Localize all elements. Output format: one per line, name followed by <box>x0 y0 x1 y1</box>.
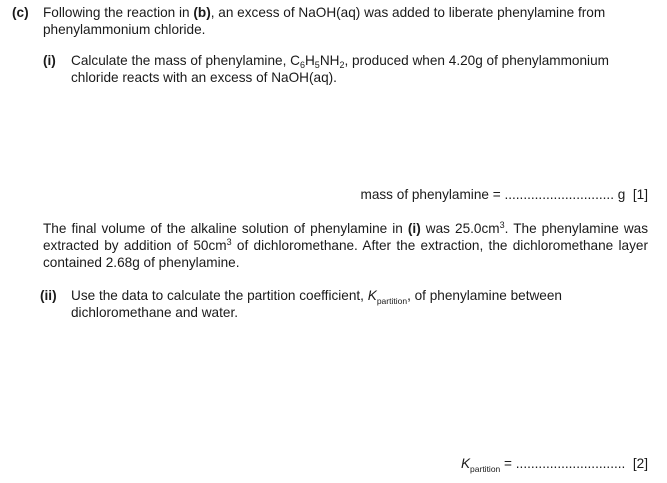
part-i-question <box>71 52 661 86</box>
part-i-text-h: H <box>304 53 315 68</box>
part-i-sub1: 6 <box>299 60 305 70</box>
part-ii-text-post: , of phenylamine between <box>407 288 562 303</box>
part-ii-label-text: (ii) <box>40 288 57 303</box>
part-ii-answer-line <box>300 455 648 472</box>
part-c-line2: phenylammonium chloride. <box>43 22 206 37</box>
part-ii-k-sub: partition <box>376 296 408 306</box>
part-i-marks: [1] <box>632 187 648 202</box>
paragraph-text2: . The phenylamine was extracted by addition of 50cm <box>43 221 648 253</box>
part-c-line1-pre: Following the reaction in <box>43 5 194 20</box>
part-c-text <box>43 4 658 38</box>
part-i-sub2: 5 <box>314 60 320 70</box>
paragraph-text1-post: was 25.0cm <box>420 221 500 236</box>
part-c-line1-bold: (b) <box>193 5 211 20</box>
part-i-label-text: (i) <box>43 53 56 68</box>
part-ii-answer-rest: = ............................. <box>500 456 626 471</box>
part-ii-question <box>71 287 648 321</box>
part-i-text-post: , produced when 4.20g of phenylammonium <box>344 53 609 68</box>
paragraph-text1-bold: (i) <box>407 221 421 236</box>
data-paragraph <box>43 220 648 271</box>
part-i-line2: chloride reacts with an excess of NaOH(aq). <box>71 70 337 85</box>
part-i-label <box>43 52 56 69</box>
part-ii-k-symbol: K <box>367 288 377 303</box>
part-i-answer-label: mass of phenylamine = ............................. g <box>360 187 626 202</box>
part-c-label <box>12 4 29 21</box>
part-c-label-text: (c) <box>12 5 29 20</box>
part-ii-line2: dichloromethane and water. <box>71 305 239 320</box>
part-ii-text-pre: Use the data to calculate the partition coefficient, <box>71 288 368 303</box>
paragraph-sup2: 3 <box>226 237 232 247</box>
paragraph-sup1: 3 <box>499 220 505 230</box>
part-i-answer-line <box>200 186 648 203</box>
part-ii-marks: [2] <box>632 456 648 471</box>
part-ii-answer-sub: partition <box>470 464 501 474</box>
part-ii-answer-k: K <box>460 456 471 471</box>
part-i-sub3: 2 <box>339 60 345 70</box>
part-i-text-nh: NH <box>319 53 340 68</box>
part-ii-label <box>40 287 57 304</box>
paragraph-text1-pre: The final volume of the alkaline solution of phenylamine in <box>43 221 408 236</box>
paragraph-text3: of dichloromethane. After the extraction, the dichloromethane layer contained 2.68g of phenylamine. <box>43 238 648 270</box>
part-i-text-pre: Calculate the mass of phenylamine, C <box>71 53 300 68</box>
part-c-line1-post: , an excess of NaOH(aq) was added to liberate phenylamine from <box>210 5 606 20</box>
